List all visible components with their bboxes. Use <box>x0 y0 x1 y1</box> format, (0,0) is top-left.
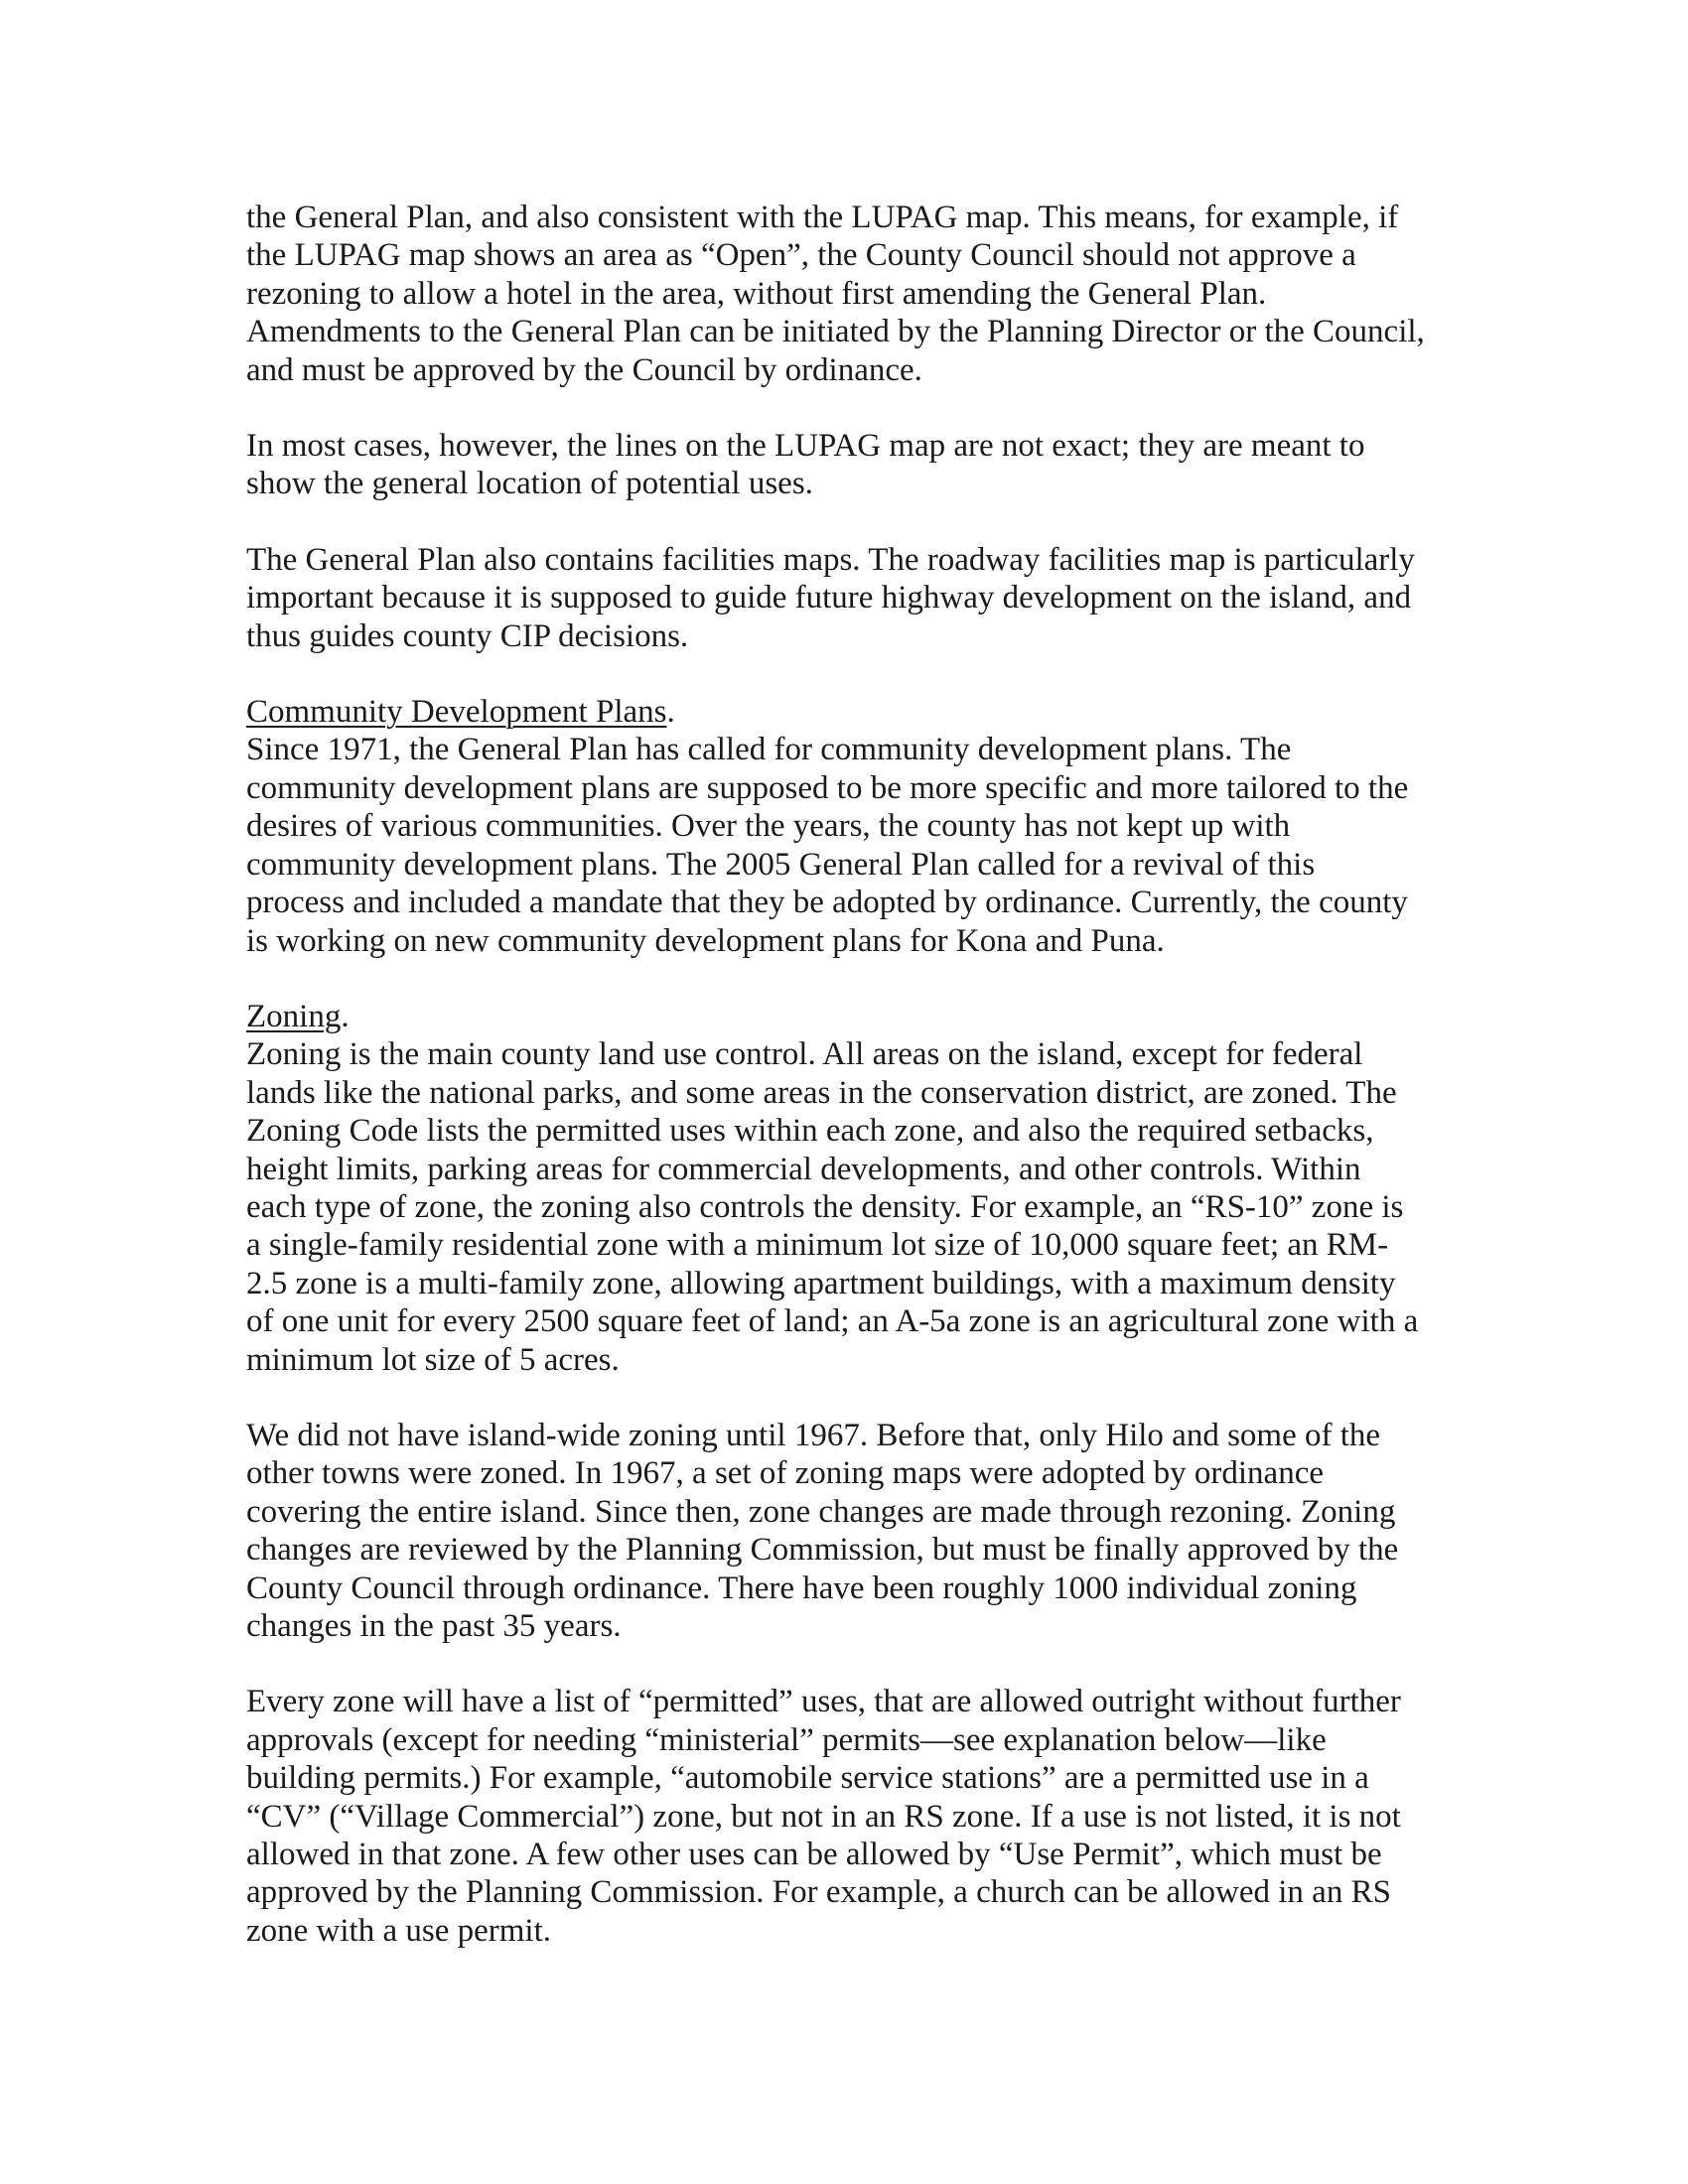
document-page <box>246 199 1468 1987</box>
section-community-development-plans <box>246 693 1468 960</box>
heading-zoning: Zoning <box>246 998 342 1034</box>
paragraph-community-development-plans: Since 1971, the General Plan has called for community development plans. The community development plans are supposed to be more specific and more tailored to the desires of various communities. Over the years, the county has not kept up with community development plans. The 2005 General Plan called for a revival of this process and included a mandate that they be adopted by ordinance. Currently, the county is working on new community development plans for Kona and Puna. <box>246 732 1409 959</box>
section-zoning <box>246 998 1468 1379</box>
paragraph-lupag-lines: In most cases, however, the lines on the LUPAG map are not exact; they are meant to show the general location of potential uses. <box>246 428 1365 502</box>
heading-line-zoning <box>246 998 1468 1035</box>
heading-community-development-plans: Community Development Plans <box>246 694 667 731</box>
paragraph-general-plan-consistency: the General Plan, and also consistent with the LUPAG map. This means, for example, if the LUPAG map shows an area as “Open”, the County Council should not approve a rezoning to allow a hotel in the area, without first amending the General Plan. Amendments to the General Plan can be initiated by the Planning Director or the Council, and must be approved by the Council by ordinance. <box>246 200 1425 388</box>
paragraph-island-wide-zoning: We did not have island-wide zoning until 1967. Before that, only Hilo and some of the other towns were zoned. In 1967, a set of zoning maps were adopted by ordinance covering the entire island. Since then, zone changes are made through rezoning. Zoning changes are reviewed by the Planning Commission, but must be finally approved by the County Council through ordinance. There have been roughly 1000 individual zoning changes in the past 35 years. <box>246 1417 1399 1644</box>
heading-line-community-development-plans <box>246 693 1468 731</box>
heading-punctuation: . <box>666 694 675 731</box>
paragraph-permitted-uses: Every zone will have a list of “permitted” uses, that are allowed outright without further approvals (except for needing “ministerial” permits—see explanation below—like building permits.) For example, “automobile service stations” are a permitted use in a “CV” (“Village Commercial”) zone, but not in an RS zone. If a use is not listed, it is not allowed in that zone. A few other uses can be allowed by “Use Permit”, which must be approved by the Planning Commission. For example, a church can be allowed in an RS zone with a use permit. <box>246 1684 1401 1949</box>
heading-punctuation: . <box>341 998 350 1034</box>
paragraph-zoning: Zoning is the main county land use control. All areas on the island, except for federal lands like the national parks, and some areas in the conservation district, are zoned. The Zoning Code lists the permitted uses within each zone, and also the required setbacks, height limits, parking areas for commercial developments, and other controls. Within each type of zone, the zoning also controls the density. For example, an “RS-10” zone is a single-family residential zone with a minimum lot size of 10,000 square feet; an RM- 2.5 zone is a multi-family zone, allowing apartment buildings, with a maximum density of one unit for every 2500 square feet of land; an A-5a zone is an agricultural zone with a minimum lot size of 5 acres. <box>246 1036 1419 1378</box>
paragraph-facilities-maps: The General Plan also contains facilities maps. The roadway facilities map is particularly important because it is supposed to guide future highway development on the island, and thus guides county CIP decisions. <box>246 541 1415 654</box>
